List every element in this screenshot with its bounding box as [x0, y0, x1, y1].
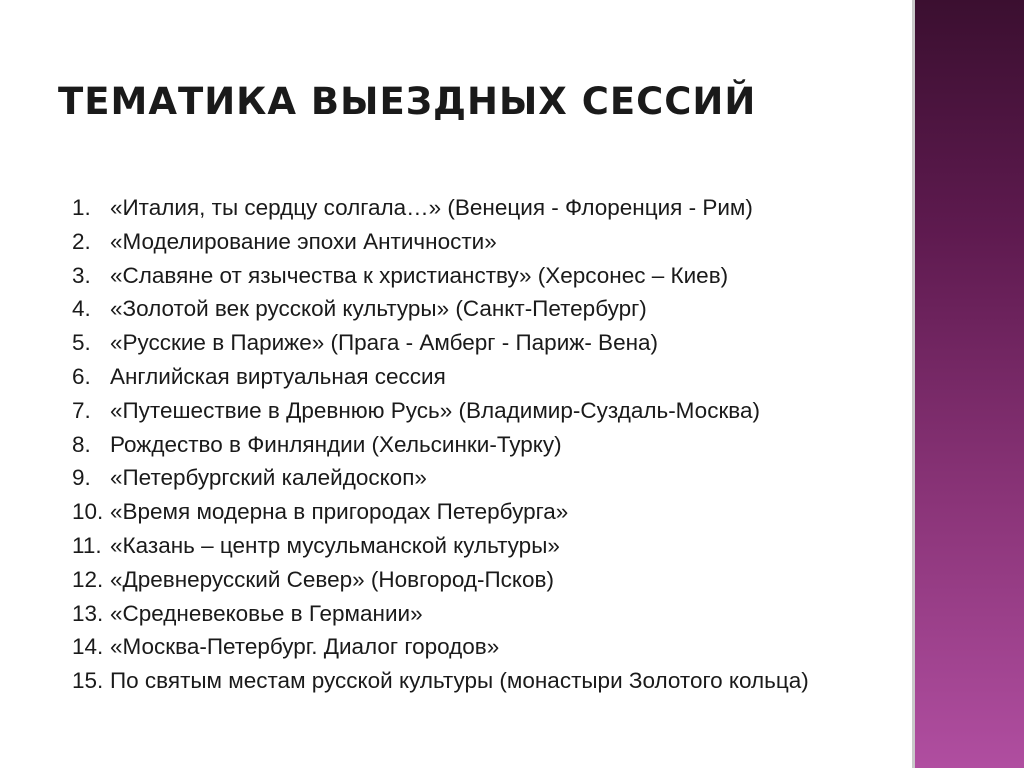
item-text: «Моделирование эпохи Античности»	[110, 228, 497, 254]
item-number: 13.	[72, 600, 104, 626]
list-item	[72, 530, 892, 564]
item-number: 10.	[72, 499, 104, 525]
list-item	[72, 631, 892, 665]
item-number: 4.	[72, 296, 91, 322]
item-text: «Время модерна в пригородах Петербурга»	[110, 499, 569, 525]
item-number: 15.	[72, 668, 104, 694]
item-number: 12.	[72, 566, 104, 592]
list-item	[72, 564, 892, 598]
item-number: 7.	[72, 397, 91, 423]
list-item	[72, 496, 892, 530]
item-text: «Италия, ты сердцу солгала…» (Венеция - Флоренция - Рим)	[110, 195, 753, 220]
list-item	[72, 361, 892, 395]
item-number: 2.	[72, 228, 91, 254]
list-item	[72, 395, 892, 429]
list-item	[72, 293, 892, 327]
item-number: 5.	[72, 330, 91, 356]
item-text: «Русские в Париже» (Прага - Амберг - Париж- Вена)	[110, 330, 659, 356]
side-band-edge	[912, 0, 915, 768]
list-item	[72, 192, 892, 226]
item-text: Рождество в Финляндии (Хельсинки-Турку)	[110, 431, 562, 457]
list-item	[72, 598, 892, 632]
item-text: «Славяне от язычества к христианству» (Херсонес – Киев)	[110, 262, 729, 288]
list-item	[72, 327, 892, 361]
item-text: По святым местам русской культуры (монастыри Золотого кольца)	[110, 668, 809, 694]
item-text: «Древнерусский Север» (Новгород-Псков)	[110, 566, 554, 592]
item-text: Английская виртуальная сессия	[110, 363, 446, 389]
item-number: 9.	[72, 465, 91, 491]
item-text: «Москва-Петербург. Диалог городов»	[110, 634, 500, 660]
decorative-side-band	[912, 0, 1024, 768]
list-item	[72, 665, 892, 699]
item-text: «Средневековье в Германии»	[110, 600, 423, 626]
slide-title: ТЕМАТИКА ВЫЕЗДНЫХ СЕССИЙ	[58, 80, 757, 123]
list-item	[72, 260, 892, 294]
item-number: 14.	[72, 634, 104, 660]
item-number: 8.	[72, 431, 91, 457]
item-text: «Петербургский калейдоскоп»	[110, 465, 427, 491]
list-item	[72, 462, 892, 496]
list-item	[72, 226, 892, 260]
session-topics-list	[72, 192, 892, 699]
item-text: «Казань – центр мусульманской культуры»	[110, 532, 560, 558]
list-item	[72, 429, 892, 463]
item-number: 1.	[72, 195, 91, 220]
item-number: 3.	[72, 262, 91, 288]
item-number: 6.	[72, 363, 91, 389]
item-number: 11.	[72, 532, 102, 558]
item-text: «Золотой век русской культуры» (Санкт-Петербург)	[110, 296, 647, 322]
item-text: «Путешествие в Древнюю Русь» (Владимир-Суздаль-Москва)	[110, 397, 760, 423]
